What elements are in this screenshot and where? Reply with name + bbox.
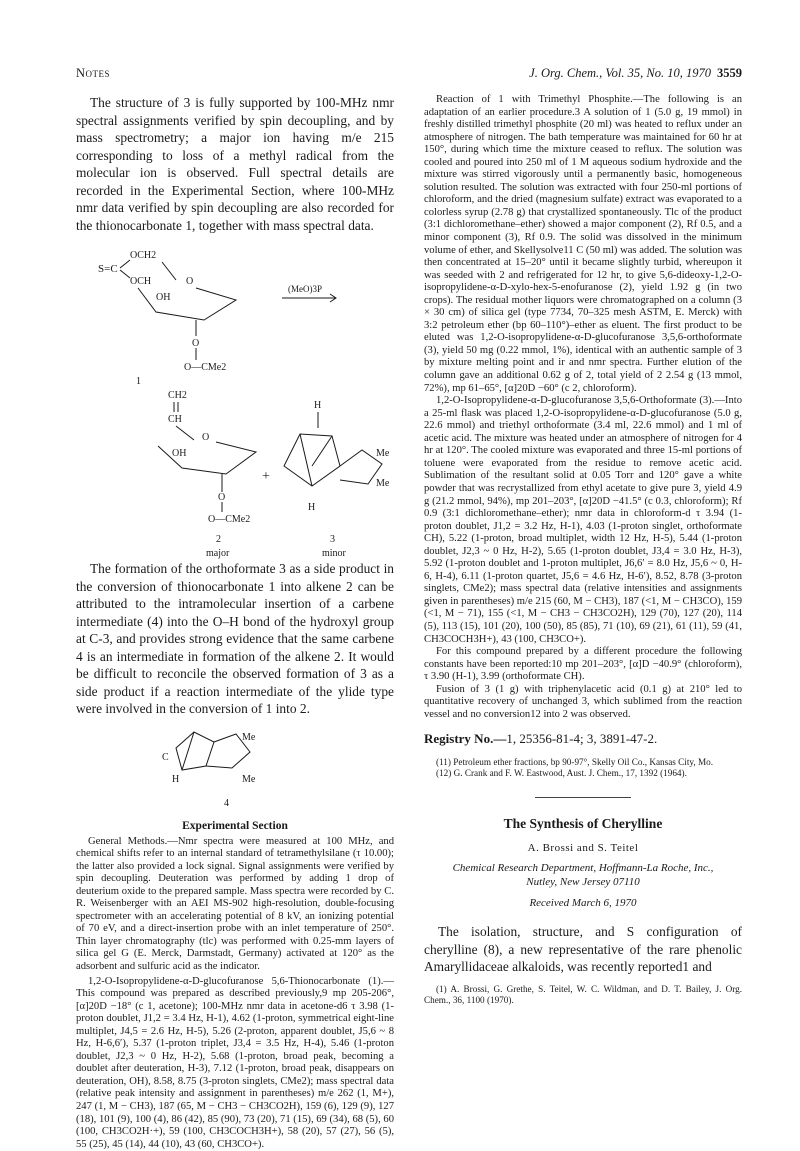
scheme-label-ch: CH <box>168 414 182 425</box>
scheme-label-oh: OH <box>172 448 187 459</box>
scheme-label-ocme2: O—CMe2 <box>184 362 227 373</box>
label-minor: minor <box>322 548 346 559</box>
label-major: major <box>206 548 230 559</box>
registry-numbers: Registry No.—1, 25356-81-4; 3, 3891-47-2. <box>424 731 658 747</box>
scheme-label-c: C <box>162 751 169 763</box>
reagent-label: (MeO)3P <box>288 284 322 294</box>
paragraph-structure: The structure of 3 is fully supported by 100-MHz nmr spectral assignments verified by spin decoupling, and by mass spectrometry; a major ion having m/e 215 corresponding to loss of a methyl radical from the molecular ion is observed. Full spectral details are recorded in the Experimental Section, where 100-MHz nmr data verified by spin decoupling are also recorded for the thionocarbonate 1, together with mass spectral data. <box>76 95 394 233</box>
scheme-products <box>76 388 394 560</box>
paragraph-compound-1: 1,2-O-Isopropylidene-α-D-glucofuranose 5,6-Thionocarbonate (1).—This compound was prepared as described previously,9 mp 205-206°, [α]20D −18° (c 1, acetone); 100-MHz nmr data in acetone-d6 τ 3.98 (1-proton doublet, J1,2 = 3.4 Hz, H-1), 4.62 (1-proton, symmetrical eight-line multiplet, J4,5 = 2.6 Hz, H-5), 5.26 (2-proton, apparent doublet, J5,6 ~ 8 Hz, H-6,6′), 5.37 (1-proton triplet, J3,4 = 3.5 Hz, H-4), 5.46 (1-proton doublet, J2,3 ~ 0 Hz, H-2), 5.68 (1-proton, broad peak, becoming a doublet after deuteration, H-3), 7.12 (1-proton, broad peak, disappears on deuteration, OH), 8.58, 8.75 (3-proton singlets, CMe2); mass spectral data (relative peak intensity and assignment in parentheses) m/e 262 (1, M+), 247 (1, M − CH3), 187 (65, M − CH3 − CH3CO2H), 159 (6), 129 (9), 127 (18), 101 (9), 100 (4), 86 (42), 85 (90), 73 (20), 71 (15), 69 (34), 68 (5), 60 (100, CH3CO2H·+), 59 (100, CH3COCH3H+), 58 (20), 57 (27), 56 (5), 55 (25), 45 (14), 44 (10), 43 (60, CH3CO+). <box>76 975 394 1150</box>
section-name: Notes <box>76 66 111 80</box>
scheme-label-s: S=C <box>98 263 118 275</box>
compound-number-2: 2 <box>216 534 221 545</box>
scheme-plus: + <box>262 469 270 484</box>
scheme-label-me-2: Me <box>242 773 256 785</box>
right-column <box>424 94 742 1006</box>
article-divider <box>535 797 631 798</box>
compound-number-1: 1 <box>136 376 141 387</box>
paragraph-formation: The formation of the orthoformate 3 as a side product in the conversion of thionocarbonate 1 into alkene 2 can be attributed to the intramolecular insertion of a carbene intermediate (4) into the O–H bond of the hydroxyl group at C-3, and provides strong evidence that the same carbene 4 is an intermediate in formation of the alkene 2. It would be difficult to reconcile the observed formation of 3 as a side product if a reaction intermediate of the ylide type were involved in the conversion of 1 into 2. <box>76 561 394 716</box>
paragraph-fusion: Fusion of 3 (1 g) with triphenylacetic acid (0.1 g) at 210° led to quantitative recovery of unchanged 3, which sublimed from the reaction vessel and no conversion12 into 2 was observed. <box>424 683 742 720</box>
journal-citation: J. Org. Chem., Vol. 35, No. 10, 1970 3559 <box>529 66 742 80</box>
paragraph-reported-constants: For this compound prepared by a different procedure the following constants have been reported:10 mp 201–203°, [α]D −40.9° (chloroform), τ 3.90 (H-1), 3.99 (orthoformate CH). <box>424 646 742 683</box>
scheme-label-och2: OCH2 <box>130 250 157 261</box>
compound-number-3: 3 <box>330 534 335 545</box>
scheme-label-me-1: Me <box>242 731 256 743</box>
article-authors: A. Brossi and S. Teitel <box>527 842 639 855</box>
scheme-label-me-2: Me <box>376 478 390 489</box>
scheme-label-h: H <box>172 773 180 785</box>
paragraph-general-methods: General Methods.—Nmr spectra were measured at 100 MHz, and chemical shifts refer to an internal standard of tetramethylsilane (τ 10.00); the latter also provided a lock signal. Signal assignments were verified by spin decoupling. Deuteration was performed by adding 1 drop of deuterium oxide to the prepared sample. Mass spectra were recorded by C. R. Weisenberger with an AEI MS-902 high-resolution, double-focusing spectrometer with an accelerating potential of 8 kV, an ionizing potential of 70 eV, and a direct-insertion probe with an inlet temperature of 250°. Thin layer chromatography (tlc) was performed with 0.25-mm layers of silica gel G (E. Merck, Darmstadt, Germany) activated at 120° as the adsorbent and sulfuric acid as the indicator. <box>76 835 394 972</box>
page-number: 3559 <box>717 66 742 80</box>
scheme-label-o: O <box>186 276 194 287</box>
scheme-label-h-bottom: H <box>308 502 316 513</box>
article-affiliation: Chemical Research Department, Hoffmann-La Roche, Inc., Nutley, New Jersey 07110 <box>452 862 714 888</box>
paragraph-cherylline: The isolation, structure, and S configuration of cherylline (8), a new representative of the rare phenolic Amaryllidaceae alkaloids, was recently reported1 and <box>424 924 742 975</box>
scheme-label-ocme2: O—CMe2 <box>208 514 251 525</box>
experimental-heading: Experimental Section <box>182 819 288 832</box>
scheme-label-ch2: CH2 <box>168 390 187 401</box>
scheme-thionocarbonate <box>76 236 394 388</box>
left-column <box>76 94 394 1151</box>
paragraph-reaction: Reaction of 1 with Trimethyl Phosphite.—The following is an adaptation of an earlier procedure.3 A solution of 1 (5.0 g, 19 mmol) in freshly distilled trimethyl phosphite (20 ml) was heated to reflux under an atmosphere of nitrogen. The bath temperature was maintained for 60 hr at 150°, during which time the mixture ceased to reflux. The solution was cooled and poured into 250 ml of 1 M aqueous sodium hydroxide and the mixture was stirred vigorously until a permanently basic, homogeneous solution resulted. The solution was extracted with four 250-ml portions of chloroform, and the dried (magnesium sulfate) extract was evaporated to a colorless syrup (2.78 g) that crystallized spontaneously. Tlc of the product (3:1 dichloromethane–ether) showed a major component (2), Rf 0.5, and a minor component (3), Rf 0.9. The solid was dissolved in the minimum volume of ether, and Skellysolve11 C (50 ml) was added. The solution was then concentrated at 15–20° until it became slightly turbid, whereupon it was seeded with 2 and refrigerated for 12 hr, to give 5,6-dideoxy-1,2-O-isopropylidene-α-D-xylo-hex-5-enofuranose (2), yield 1.92 g (in two crops). The residual mother liquors were chromatographed on a column (3 × 30 cm) of silica gel (type 7734, 70–325 mesh ASTM, E. Merck) with 3:2 petroleum ether (bp 60–110°)–ether as eluent. The first product to be eluted was 1,2-O-isopropylidene-α-D-glucofuranose 3,5,6-orthoformate (3), yield 50 mg (0.22 mmol, 1%), identical with an authentic sample of 3 by mixture melting point and ir and nmr spectra. Further elution of the column gave an additional 0.62 g of 2, total yield of 2 2.54 g (13 mmol, 72%), mp 61–65°, [α]20D −60° (c 2, chloroform). <box>424 94 742 394</box>
paragraph-orthoformate: 1,2-O-Isopropylidene-α-D-glucofuranose 3,5,6-Orthoformate (3).—Into a 25-ml flask was placed 1,2-O-isopropylidene-α-D-glucofuranose (5.0 g, 22.6 mmol) and triethyl orthoformate (3.4 ml, 22.6 mmol) and 1 ml of acetic acid. The mixture was heated under an atmosphere of nitrogen for 4 hr at 120°. The cooled mixture was evaporated and three 15-ml portions of toluene were evaporated from the residue to remove acetic acid. Sublimation of the resultant solid at 0.05 Torr and 120° gave a white powder that was recrystallized from ethyl acetate to give pure 3, yield 4.9 g (21.2 mmol, 94%), mp 201–203°, [α]20D −41.5° (c 0.3, chloroform); Rf 0.9 (3:1 dichloromethane–ether); nmr data in chloroform-d τ 3.94 (1-proton doublet, J1,2 = 3.2 Hz, H-1), 4.03 (1-proton singlet, orthoformate CH), 5.22 (1-proton, broad multiplet, width 12 Hz, H-5), 5.44 (1-proton doublet, J2,3 ~ 0 Hz, H-2), 5.65 (1-proton doublet, J3,4 = 3.0 Hz, H-3), 5.92 (1-proton doublet and 1-proton multiplet, J6,6′ = 8.0 Hz, J5,6 ~ 0, H-6, H-4), 6.11 (1-proton quartet, J5,6 = 4.6 Hz, H-6′), 8.52, 8.78 (3-proton singlets, CMe2); mass spectral data (relative intensities and assignments given in parentheses) m/e 215 (60, M − CH3), 187 (<1, M − CH3CO), 159 (<1, M − 71), 155 (<1, M − CH3 − CH3CO2H), 129 (70), 127 (20), 114 (5), 113 (15), 101 (20), 100 (50), 85 (85), 71 (10), 69 (21), 61 (11), 59 (41, CH3COCH3H+), 43 (100, CH3CO+). <box>424 395 742 645</box>
scheme-label-me-1: Me <box>376 448 390 459</box>
scheme-label-o-lower: O <box>192 338 200 349</box>
footnote-11: (11) Petroleum ether fractions, bp 90-97°, Skelly Oil Co., Kansas City, Mo. <box>436 757 714 768</box>
scheme-label-o-lower: O <box>218 492 226 503</box>
article-title: The Synthesis of Cherylline <box>503 816 663 832</box>
received-date: Received March 6, 1970 <box>529 897 637 910</box>
page-header <box>76 66 742 82</box>
footnote-12: (12) G. Crank and F. W. Eastwood, Aust. J. Chem., 17, 1392 (1964). <box>436 768 687 779</box>
scheme-label-och: OCH <box>130 276 152 287</box>
scheme-label-o: O <box>202 432 210 443</box>
compound-number-4: 4 <box>224 797 229 809</box>
scheme-label-oh: OH <box>156 292 171 303</box>
scheme-carbene <box>76 718 394 814</box>
scheme-label-h-top: H <box>314 400 322 411</box>
footnote-1: (1) A. Brossi, G. Grethe, S. Teitel, W. C. Wildman, and D. T. Bailey, J. Org. Chem., 36, 1100 (1970). <box>424 983 742 1005</box>
